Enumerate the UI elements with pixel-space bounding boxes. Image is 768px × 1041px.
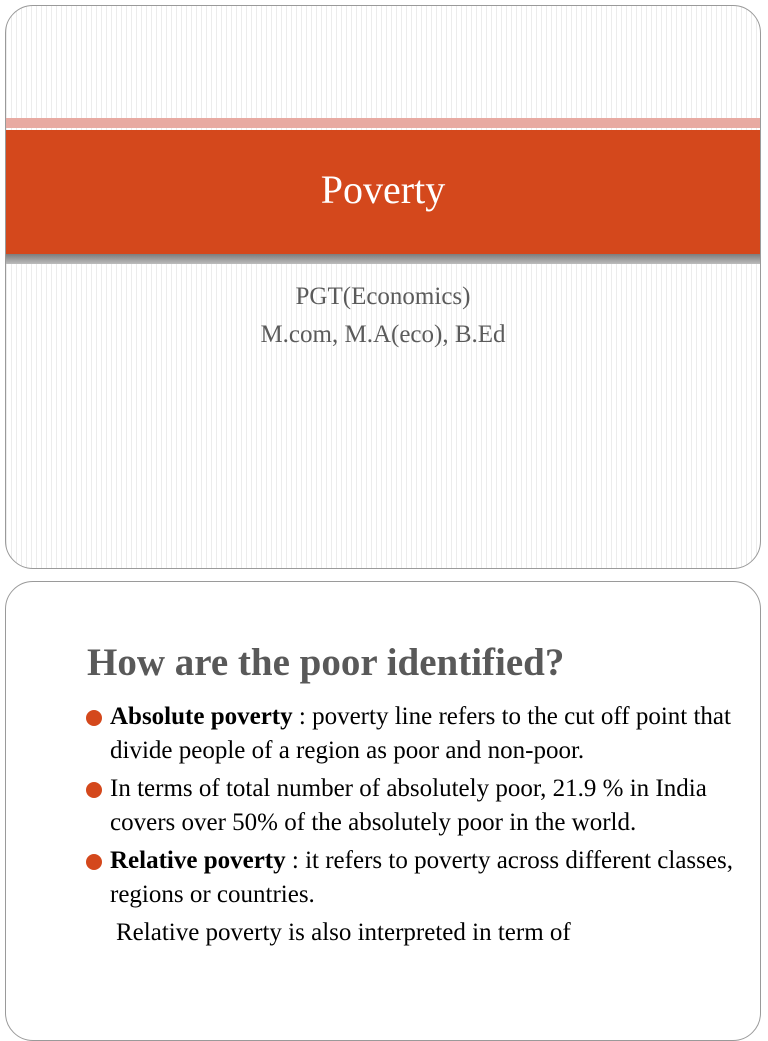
list-item [86, 700, 736, 768]
bullet-text: In terms of total number of absolutely poor, 21.9 % in India covers over 50% of the absolutely poor in the world. [110, 775, 707, 836]
list-item [86, 844, 736, 912]
body-paragraph: Relative poverty is also interpreted in term of [116, 919, 571, 946]
bullet-text: : poverty line refers to the cut off point that divide people of a region as poor and non-poor. [110, 703, 731, 764]
title-slide [5, 5, 761, 569]
bullet-dot-icon [86, 710, 102, 726]
bullet-term: Relative poverty [110, 847, 286, 874]
slide-heading: How are the poor identified? [87, 641, 565, 684]
bullet-text: : it refers to poverty across different classes, regions or countries. [110, 847, 733, 908]
accent-stripe [6, 118, 760, 128]
content-slide [5, 581, 761, 1041]
list-item [86, 772, 736, 840]
bullet-list [86, 700, 736, 950]
bullet-dot-icon [86, 854, 102, 870]
subtitle-line-1: PGT(Economics) [295, 283, 471, 310]
bullet-term: Absolute poverty [110, 703, 293, 730]
shadow-stripe [6, 254, 760, 264]
slide-title: Poverty [320, 167, 446, 212]
bullet-dot-icon [86, 782, 102, 798]
subtitle-line-2: M.com, M.A(eco), B.Ed [260, 321, 506, 348]
slide-subtitle [6, 278, 760, 354]
